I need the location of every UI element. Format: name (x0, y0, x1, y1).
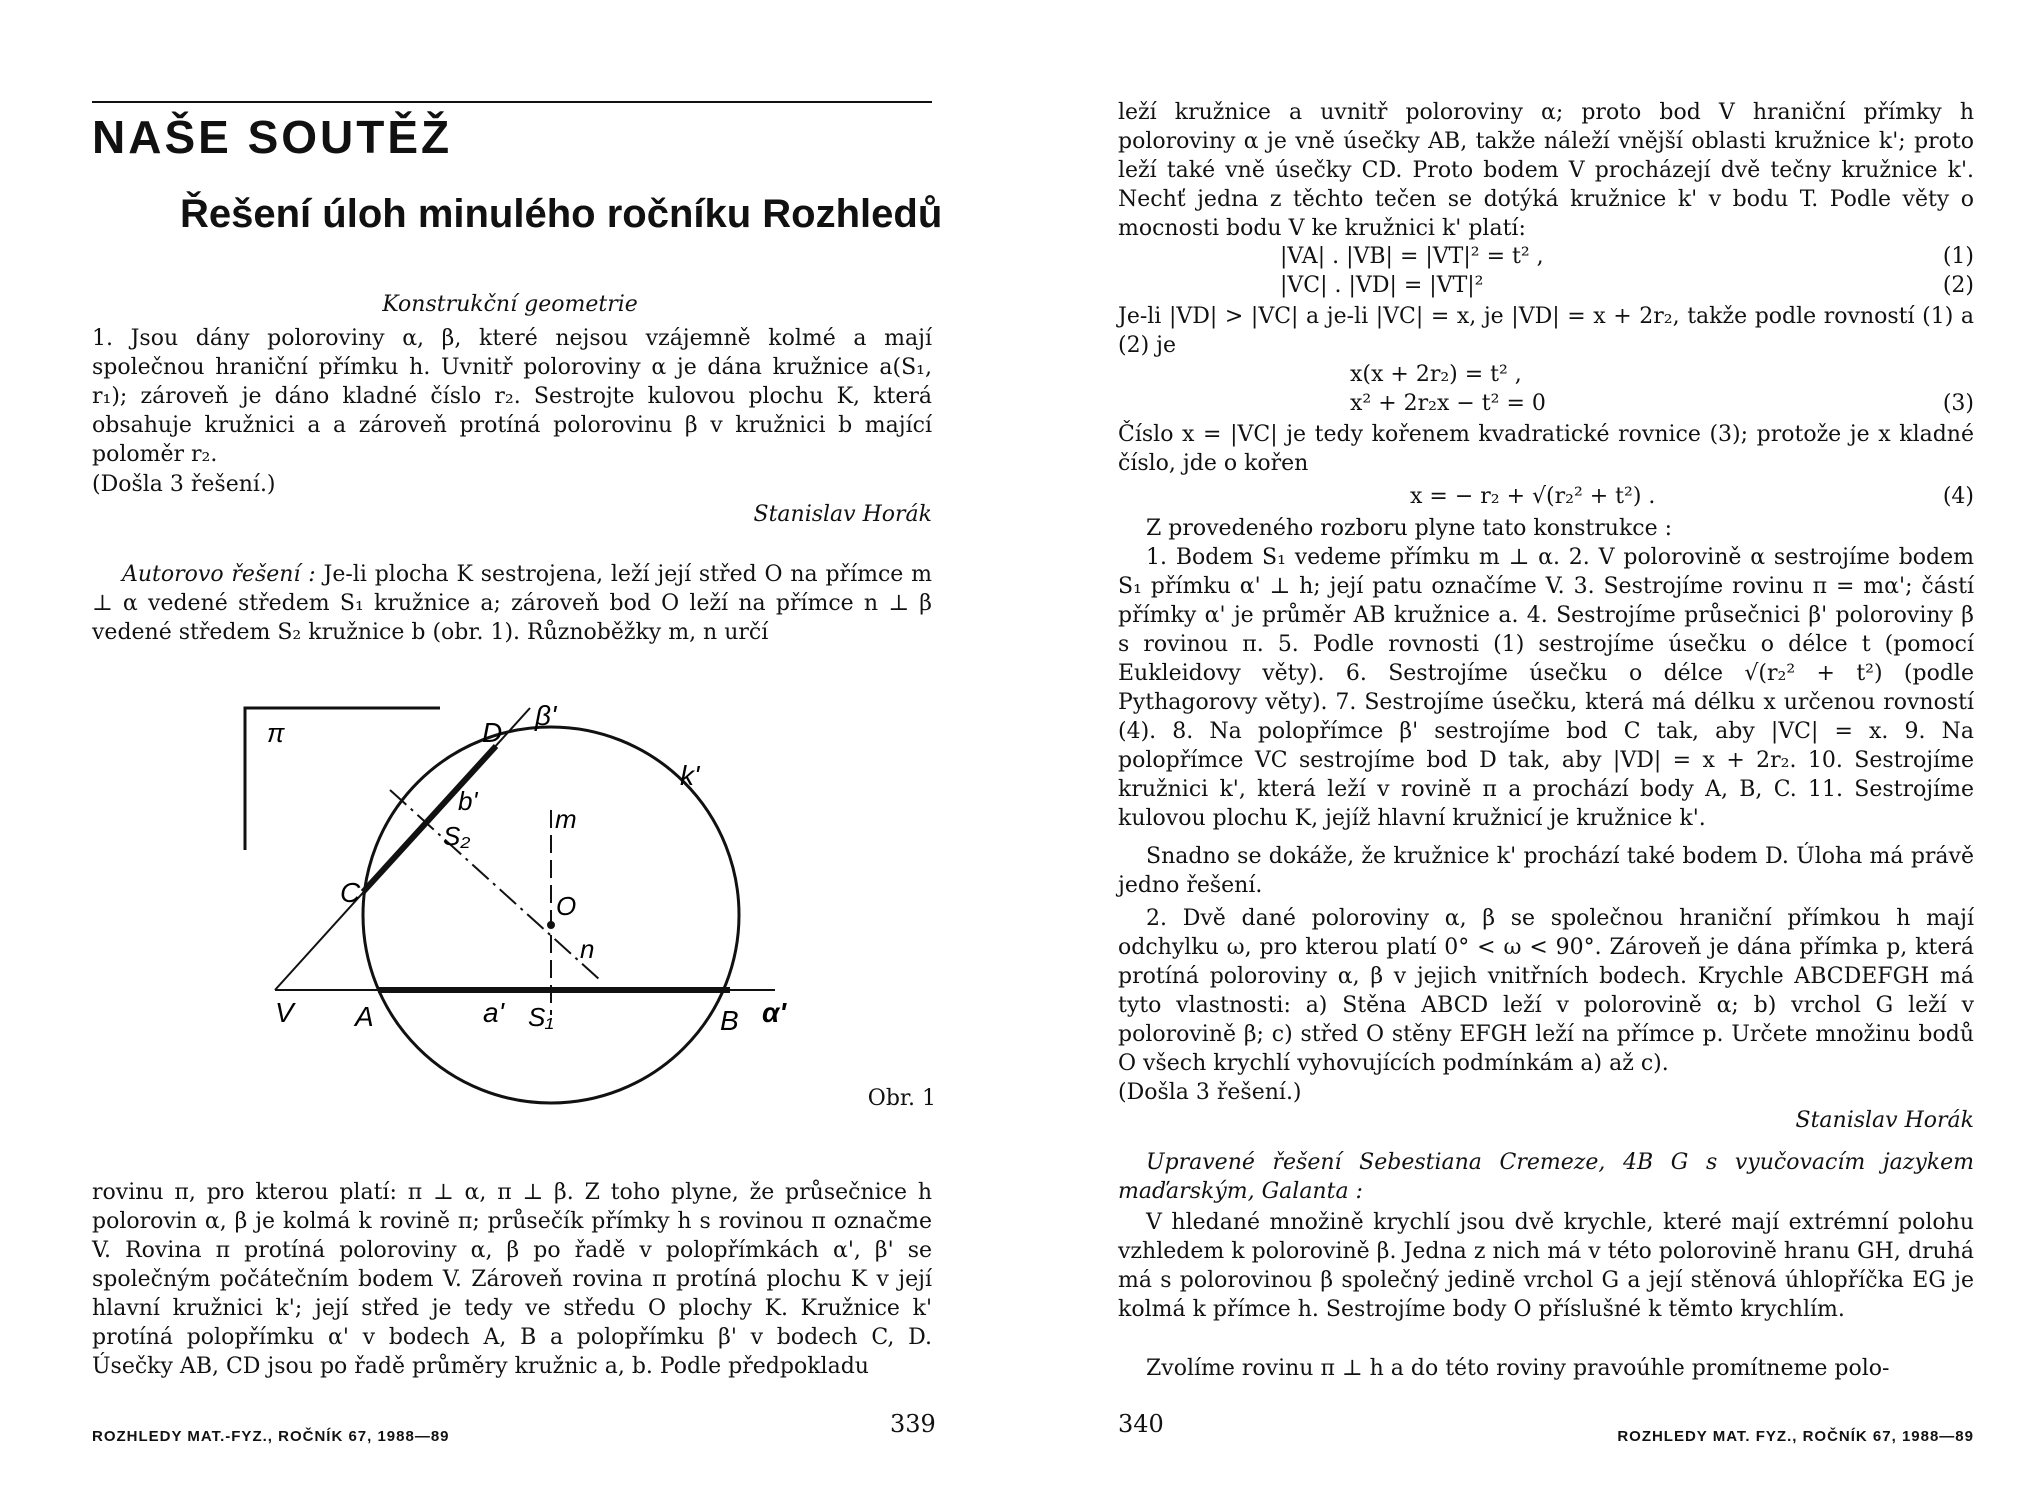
label-alpha-prime: α' (762, 997, 787, 1028)
right-paragraph-6: Snadno se dokáže, že kružnice k' prochází také bodem D. Úloha má právě jedno řešení. (1118, 844, 1974, 898)
solution-label: Autorovo řešení : (122, 562, 316, 587)
problem-2-author: Stanislav Horák (1795, 1108, 1974, 1133)
label-v: V (275, 997, 294, 1028)
equation-3b (1350, 391, 1974, 416)
left-footer: ROZHLEDY MAT.-FYZ., ROČNÍK 67, 1988—89 (92, 1428, 450, 1445)
right-paragraph-8: Zvolíme rovinu π ⊥ h a do této roviny pravoúhle promítneme polo- (1146, 1356, 1890, 1381)
label-d: D (482, 717, 503, 748)
solution-paragraph (92, 560, 932, 647)
solutions-count: (Došla 3 řešení.) (92, 472, 276, 497)
right-paragraph-3: Číslo x = |VC| je tedy kořenem kvadratické rovnice (3); protože je x kladné číslo, jde o kořen (1118, 422, 1974, 476)
right-paragraph-7: V hledané množině krychlí jsou dvě krychle, které mají extrémní polohu vzhledem k polorovině β. Jedna z nich má v této polorovině hranu GH, druhá má s polorovinou β společný jedině vrchol G a její stěnová úhlopříčka EG je kolmá k přímce h. Sestrojíme body O příslušné k těmto krychlím. (1118, 1210, 1974, 1322)
problem-1-text: 1. Jsou dány poloroviny α, β, které nejsou vzájemně kolmé a mají společnou hraniční přímku h. Uvnitř poloroviny α je dána kružnice a(S₁, r₁); zároveň je dáno kladné číslo r₂. Sestrojte kulovou plochu K, která obsahuje kružnici a a zároveň protíná polorovinu β v kružnici b mající poloměr r₂. (92, 326, 932, 467)
label-s2: S₂ (443, 821, 471, 851)
right-paragraph-2: Je-li |VD| > |VC| a je-li |VC| = x, je |VD| = x + 2r₂, takže podle rovností (1) a (2) je (1118, 304, 1974, 358)
equation-4-text: x = − r₂ + √(r₂² + t²) . (1410, 484, 1656, 509)
point-o (547, 921, 555, 929)
right-footer: ROZHLEDY MAT. FYZ., ROČNÍK 67, 1988—89 (1617, 1428, 1974, 1445)
equation-4 (1410, 484, 1974, 509)
label-m: m (555, 804, 577, 834)
label-c: C (340, 877, 361, 908)
equation-3b-text: x² + 2r₂x − t² = 0 (1350, 391, 1546, 416)
equation-1 (1280, 244, 1974, 269)
label-a: A (355, 1001, 374, 1032)
page-subheading: Řešení úloh minulého ročníku Rozhledů (180, 192, 943, 236)
right-page (1020, 0, 2040, 1501)
equation-1-number: (1) (1942, 244, 1974, 269)
label-o: O (556, 891, 577, 921)
label-b: B (720, 1005, 739, 1036)
equation-2 (1280, 273, 1974, 298)
solution-2-label: Upravené řešení Sebestiana Cremeze, 4B G s vyučovacím jazykem maďarským, Galanta : (1118, 1150, 1974, 1204)
equation-2-number: (2) (1942, 273, 1974, 298)
section-title: Konstrukční geometrie (382, 292, 638, 317)
segment-cd (363, 746, 496, 892)
equation-3a (1350, 362, 1974, 387)
right-paragraph-1: leží kružnice a uvnitř poloroviny α; proto bod V hraniční přímky h poloroviny α je vně úsečky AB, takže náleží vnější oblasti kružnice k'; proto leží také vně úsečky CD. Proto bodem V procházejí dvě tečny kružnice k'. Nechť jedna z těchto tečen se dotýká kružnice k' v bodu T. Podle věty o mocnosti bodu V ke kružnici k' platí: (1118, 100, 1974, 241)
problem-2-text: 2. Dvě dané poloroviny α, β se společnou hraniční přímkou h mají odchylku ω, pro kterou platí 0° < ω < 90°. Zároveň je dána přímka p, která protíná poloroviny α, β v jejich vnitřních bodech. Krychle ABCDEFGH má tyto vlastnosti: a) Stěna ABCD leží v polorovině α; b) vrchol G leží v polorovině β; c) střed O stěny EFGH leží na přímce p. Určete množinu bodů O všech krychlí vyhovujících podmínkám a) až c). (1118, 906, 1974, 1076)
right-paragraph-4: Z provedeného rozboru plyne tato konstrukce : (1146, 516, 1673, 541)
equation-3-number: (3) (1942, 391, 1974, 416)
equation-4-number: (4) (1942, 484, 1974, 509)
equation-3a-text: x(x + 2r₂) = t² , (1350, 362, 1522, 387)
figure-1 (230, 690, 810, 1110)
continuation-paragraph: rovinu π, pro kterou platí: π ⊥ α, π ⊥ β. Z toho plyne, že průsečnice h polorovin α, β je kolmá k rovině π; průsečík přímky h s rovinou π označme V. Rovina π protíná poloroviny α, β po řadě v polopřímkách α', β' se společným počátečním bodem V. Zároveň rovina π protíná plochu K v její hlavní kružnici k'; její střed je tedy ve středu O plochy K. Kružnice k' protíná polopřímku α' v bodech A, B a polopřímku β' v bodech C, D. Úsečky AB, CD jsou po řadě průměry kružnic a, b. Podle předpokladu (92, 1180, 932, 1379)
label-pi: π (267, 718, 285, 748)
construction-steps: 1. Bodem S₁ vedeme přímku m ⊥ α. 2. V polorovině α sestrojíme bodem S₁ přímku α' ⊥ h; její patu označíme V. 3. Sestrojíme rovinu π = mα'; částí přímky α' je průměr AB kružnice a. 4. Sestrojíme průsečnici β' poloroviny β s rovinou π. 5. Podle rovnosti (1) sestrojíme úsečku o délce t (pomocí Eukleidovy věty). 6. Sestrojíme úsečku o délce √(r₂² + t²) (podle Pythagorovy věty). 7. Sestrojíme úsečku, která má délku x určenou rovností (4). 8. Na polopřímce β' sestrojíme bod C tak, aby |VC| = x. 9. Na polopřímce VC sestrojíme bod D tak, aby |VD| = x + 2r₂. 10. Sestrojíme kružnici k', která leží v rovině π a prochází body A, B, C. 11. Sestrojíme kulovou plochu K, jejíž hlavní kružnicí je kružnice k'. (1118, 545, 1974, 831)
figure-caption: Obr. 1 (867, 1086, 936, 1111)
solution-text: Je-li plocha K sestrojena, leží její střed O na přímce m ⊥ α vedené středem S₁ kružnice a; zároveň bod O leží na přímce n ⊥ β vedené středem S₂ kružnice b (obr. 1). Různoběžky m, n určí (92, 562, 933, 645)
right-page-number: 340 (1118, 1410, 1164, 1438)
solutions-count-2: (Došla 3 řešení.) (1118, 1080, 1302, 1105)
left-page-number: 339 (890, 1410, 936, 1438)
heading-rule (92, 101, 932, 103)
equation-1-text: |VA| . |VB| = |VT|² = t² , (1280, 244, 1544, 269)
label-k-prime: k' (680, 760, 700, 791)
label-beta-prime: β' (535, 700, 557, 731)
problem-1-author: Stanislav Horák (753, 502, 932, 527)
label-n: n (580, 934, 595, 964)
label-a-prime: a' (483, 997, 504, 1028)
page-heading: NAŠE SOUTĚŽ (92, 111, 453, 163)
equation-2-text: |VC| . |VD| = |VT|² (1280, 273, 1484, 298)
label-b-prime: b' (458, 786, 478, 816)
label-s1: S₁ (528, 1002, 554, 1032)
